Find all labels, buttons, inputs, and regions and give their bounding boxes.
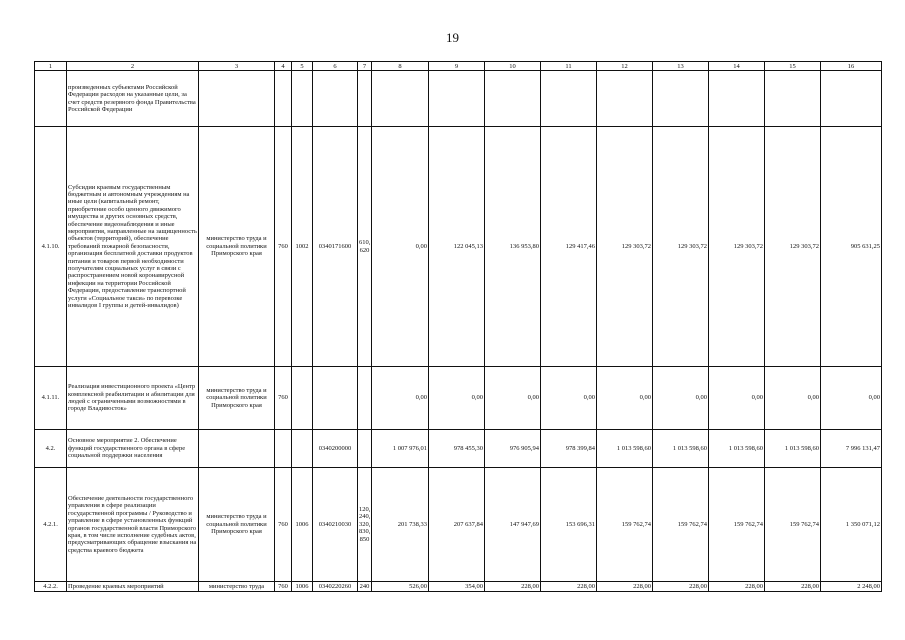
row-value: 228,00: [485, 582, 541, 592]
row-id: 4.2.1.: [35, 468, 67, 582]
row-csr: 0340200000: [313, 430, 358, 468]
row-grbs: [275, 71, 292, 127]
row-vr: 610, 620: [358, 127, 372, 367]
row-value: [485, 71, 541, 127]
row-value: 129 303,72: [597, 127, 653, 367]
row-value: 1 013 598,60: [709, 430, 765, 468]
row-executor: министерство труда и социальной политики Приморского края: [199, 367, 275, 430]
row-value: [653, 71, 709, 127]
row-vr: [358, 71, 372, 127]
row-value: 129 303,72: [653, 127, 709, 367]
row-value: 201 738,33: [372, 468, 429, 582]
row-value: [597, 71, 653, 127]
row-csr: 0340171600: [313, 127, 358, 367]
row-value: 7 996 131,47: [821, 430, 882, 468]
column-header: 8: [372, 62, 429, 71]
row-name: Субсидии краевым государственным бюджетным и автономным учреждениям на иные цели (капитальный ремонт, приобретение особо ценного движимого имущества и других основных средств, обеспечение видеонаблюдения и иные мероприятия, направленные на защищенность объектов (территорий), обеспечение требований пожарной безопасности, организация бесплатной доставки продуктов питания и товаров первой необходимости получателям социальных услуг в связи с распространением новой коронавирусной инфекции на территории Российской Федерации, предоставление транспортной услуги «Социальное такси» по перевозке инвалидов I группы и детей-инвалидов): [67, 127, 199, 367]
row-vr: 120, 240, 320, 830, 850: [358, 468, 372, 582]
table-row: [35, 430, 882, 468]
row-value: 122 045,13: [429, 127, 485, 367]
table-row: [35, 127, 882, 367]
row-value: 1 007 976,01: [372, 430, 429, 468]
row-value: 159 762,74: [765, 468, 821, 582]
row-vr: [358, 430, 372, 468]
row-csr: 0340220260: [313, 582, 358, 592]
column-header: 16: [821, 62, 882, 71]
table-row: [35, 582, 882, 592]
row-value: 147 947,69: [485, 468, 541, 582]
row-value: 1 013 598,60: [765, 430, 821, 468]
column-header: 13: [653, 62, 709, 71]
row-value: [541, 71, 597, 127]
row-grbs: 760: [275, 582, 292, 592]
row-value: 1 013 598,60: [653, 430, 709, 468]
row-value: [372, 71, 429, 127]
row-value: 1 350 071,12: [821, 468, 882, 582]
table-row: [35, 367, 882, 430]
row-value: 0,00: [709, 367, 765, 430]
row-value: 207 637,84: [429, 468, 485, 582]
column-header: 3: [199, 62, 275, 71]
row-executor: министерство труда и социальной политики Приморского края: [199, 468, 275, 582]
row-vr: 240: [358, 582, 372, 592]
row-section: [292, 71, 313, 127]
table-row: [35, 71, 882, 127]
row-value: 0,00: [541, 367, 597, 430]
row-value: [709, 71, 765, 127]
row-section: 1006: [292, 468, 313, 582]
row-value: 978 399,84: [541, 430, 597, 468]
row-value: 159 762,74: [653, 468, 709, 582]
row-name: Проведение краевых мероприятий: [67, 582, 199, 592]
row-value: 228,00: [653, 582, 709, 592]
page-number: 19: [446, 30, 459, 45]
column-header: 14: [709, 62, 765, 71]
table-row: [35, 468, 882, 582]
row-grbs: [275, 430, 292, 468]
row-value: 0,00: [765, 367, 821, 430]
row-value: 228,00: [597, 582, 653, 592]
row-id: 4.2.2.: [35, 582, 67, 592]
row-grbs: 760: [275, 468, 292, 582]
row-name: Основное мероприятие 2. Обеспечение функций государственного органа в сфере социальной поддержки населения: [67, 430, 199, 468]
row-value: 976 905,94: [485, 430, 541, 468]
row-value: 526,00: [372, 582, 429, 592]
row-value: 129 303,72: [765, 127, 821, 367]
row-value: 228,00: [765, 582, 821, 592]
column-header: 10: [485, 62, 541, 71]
row-name: Реализация инвестиционного проекта «Центр комплексной реабилитации и абилитации для людей с ограниченными возможностями в городе Владивосток»: [67, 367, 199, 430]
row-section: 1006: [292, 582, 313, 592]
row-value: 129 303,72: [709, 127, 765, 367]
column-header: 6: [313, 62, 358, 71]
column-header: 15: [765, 62, 821, 71]
row-value: 978 455,30: [429, 430, 485, 468]
header-row: [35, 62, 882, 71]
row-value: 0,00: [821, 367, 882, 430]
row-value: [765, 71, 821, 127]
row-value: 0,00: [372, 127, 429, 367]
column-header: 7: [358, 62, 372, 71]
budget-table: [34, 61, 882, 592]
row-value: 228,00: [541, 582, 597, 592]
row-csr: 0340210030: [313, 468, 358, 582]
row-value: 129 417,46: [541, 127, 597, 367]
row-executor: министерство труда и социальной политики Приморского края: [199, 127, 275, 367]
row-executor: министерство труда: [199, 582, 275, 592]
row-executor: [199, 71, 275, 127]
row-value: 1 013 598,60: [597, 430, 653, 468]
row-value: 905 631,25: [821, 127, 882, 367]
row-section: 1002: [292, 127, 313, 367]
column-header: 1: [35, 62, 67, 71]
row-vr: [358, 367, 372, 430]
column-header: 12: [597, 62, 653, 71]
row-value: 0,00: [653, 367, 709, 430]
column-header: 11: [541, 62, 597, 71]
row-csr: [313, 367, 358, 430]
row-id: 4.1.11.: [35, 367, 67, 430]
row-grbs: 760: [275, 127, 292, 367]
row-section: [292, 367, 313, 430]
row-value: 136 953,80: [485, 127, 541, 367]
row-name: Обеспечение деятельности государственного управления в сфере реализации государственной программы / Руководство и управление в сфере установленных функций органов государственной власти Приморского края, в том числе исполнение судебных актов, предусматривающих обращение взыскания на средства краевого бюджета: [67, 468, 199, 582]
row-value: [429, 71, 485, 127]
row-value: 228,00: [709, 582, 765, 592]
row-value: 0,00: [372, 367, 429, 430]
row-value: 2 248,00: [821, 582, 882, 592]
row-id: [35, 71, 67, 127]
row-section: [292, 430, 313, 468]
row-grbs: 760: [275, 367, 292, 430]
column-header: 9: [429, 62, 485, 71]
row-value: 159 762,74: [709, 468, 765, 582]
row-csr: [313, 71, 358, 127]
column-header: 4: [275, 62, 292, 71]
row-id: 4.1.10.: [35, 127, 67, 367]
column-header: 2: [67, 62, 199, 71]
row-value: [821, 71, 882, 127]
row-name: произведенных субъектами Российской Федерации расходов на указанные цели, за счет средств резервного фонда Правительства Российской Федерации: [67, 71, 199, 127]
row-value: 153 696,31: [541, 468, 597, 582]
row-value: 159 762,74: [597, 468, 653, 582]
column-header: 5: [292, 62, 313, 71]
row-value: 0,00: [485, 367, 541, 430]
row-value: 0,00: [597, 367, 653, 430]
row-executor: [199, 430, 275, 468]
row-id: 4.2.: [35, 430, 67, 468]
row-value: 354,00: [429, 582, 485, 592]
row-value: 0,00: [429, 367, 485, 430]
